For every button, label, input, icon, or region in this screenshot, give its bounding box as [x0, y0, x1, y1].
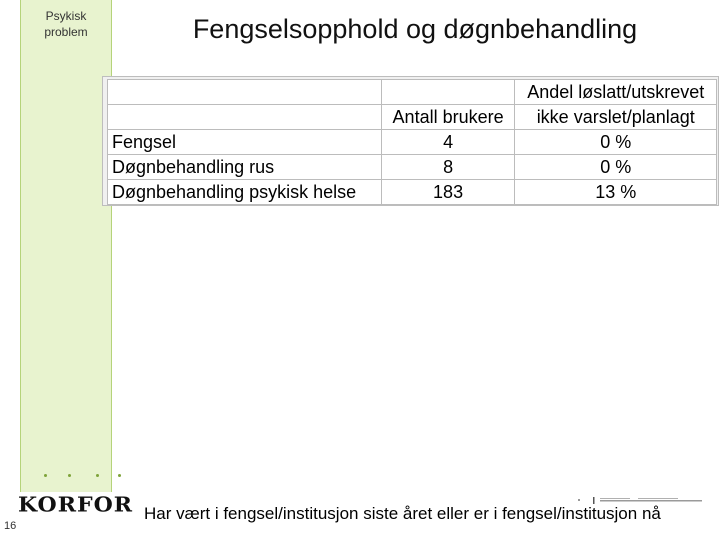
row-label: Fengsel: [108, 130, 382, 155]
row-label: Døgnbehandling psykisk helse: [108, 180, 382, 205]
table-frame: [102, 76, 719, 206]
section-label-line1: Psykisk: [45, 9, 87, 23]
footer-caption: Har vært i fengsel/institusjon siste året eller er i fengsel/institusjon nå: [144, 504, 661, 523]
table-row: [108, 180, 717, 205]
row-users: 8: [381, 155, 515, 180]
slide-title: Fengselsopphold og døgnbehandling: [192, 14, 638, 44]
row-users: 183: [381, 180, 515, 205]
row-share: 13 %: [515, 180, 717, 205]
row-users: 4: [381, 130, 515, 155]
data-table: [107, 79, 717, 205]
header-cell-share-bottom: ikke varslet/planlagt: [515, 105, 717, 130]
header-cell-share-top: Andel løslatt/utskrevet: [515, 80, 717, 105]
sidebar-panel: [20, 0, 112, 492]
decorative-dots: [30, 470, 130, 480]
header-cell-empty: [381, 80, 515, 105]
table-row: [108, 155, 717, 180]
table-header-row: [108, 105, 717, 130]
table-row: [108, 130, 717, 155]
row-share: 0 %: [515, 130, 717, 155]
row-label: Døgnbehandling rus: [108, 155, 382, 180]
section-label-line2: problem: [44, 25, 88, 39]
section-label: [20, 8, 112, 40]
header-cell-users: Antall brukere: [381, 105, 515, 130]
page-number: 16: [4, 520, 17, 532]
header-cell-empty: [108, 105, 382, 130]
row-share: 0 %: [515, 155, 717, 180]
table-header-row: [108, 80, 717, 105]
header-cell-empty: [108, 80, 382, 105]
korfor-logo: KORFOR: [18, 493, 134, 517]
